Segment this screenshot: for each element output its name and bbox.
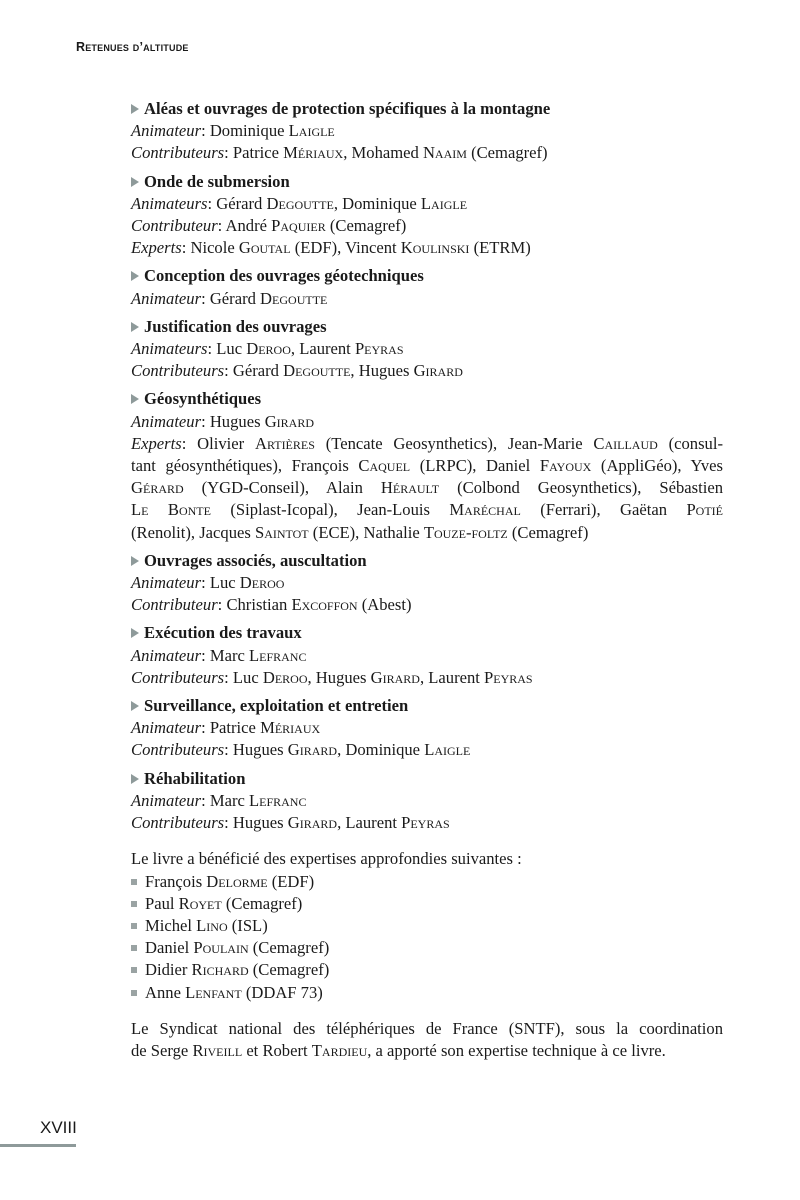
surname: Gérard [131, 478, 184, 498]
surname: Caillaud [593, 433, 658, 453]
surname: Mériaux [283, 143, 344, 163]
closing-line: de Serge Riveill et Robert Tardieu, a apporté son expertise technique à ce livre. [131, 1040, 666, 1060]
surname: Degoutte [283, 361, 351, 381]
role-label: Contributeur [131, 595, 218, 615]
surname: Deroo [246, 339, 291, 359]
page-number: XVIII [40, 1118, 77, 1137]
list-item-text: Didier Richard (Cemagref) [145, 960, 330, 980]
role-line: Experts: Olivier Artières (Tencate Geosynthetics), Jean-Marie Caillaud (consul- [131, 433, 723, 453]
sections [131, 98, 723, 834]
triangle-bullet-icon [131, 104, 139, 114]
role-label: Experts [131, 433, 182, 453]
role-line: Le Bonte (Siplast-Icopal), Jean-Louis Maréchal (Ferrari), Gaëtan Potié [131, 500, 723, 520]
surname: Degoutte [260, 288, 328, 308]
committee-section [131, 316, 723, 383]
triangle-bullet-icon [131, 556, 139, 566]
square-bullet-icon [131, 879, 137, 885]
committee-section [131, 550, 723, 617]
surname: Riveill [192, 1040, 243, 1060]
surname: Girard [413, 361, 463, 381]
section-title: Exécution des travaux [144, 623, 302, 643]
role-line: Animateur: Marc Lefranc [131, 790, 307, 810]
section-heading [131, 388, 723, 410]
role-label: Contributeurs [131, 813, 225, 833]
role-line: Animateur: Marc Lefranc [131, 645, 307, 665]
surname: Artières [254, 433, 315, 453]
page-content [131, 98, 723, 1062]
committee-section [131, 98, 723, 165]
section-title: Justification des ouvrages [144, 316, 327, 336]
role-label: Contributeurs [131, 740, 225, 760]
surname: Delorme [206, 871, 268, 891]
role-line: Animateurs: Gérard Degoutte, Dominique Laigle [131, 193, 468, 213]
role-label: Experts [131, 238, 182, 258]
list-item [131, 893, 723, 915]
triangle-bullet-icon [131, 628, 139, 638]
section-heading [131, 98, 723, 120]
role-line: Animateur: Luc Deroo [131, 573, 285, 593]
role-line: Contributeurs: Patrice Mériaux, Mohamed Naaim (Cemagref) [131, 143, 548, 163]
role-label: Contributeurs [131, 361, 225, 381]
committee-section [131, 265, 723, 309]
role-label: Animateur [131, 645, 202, 665]
surname: Deroo [239, 573, 285, 593]
surname: Hérault [380, 478, 440, 498]
section-heading [131, 768, 723, 790]
role-line: Contributeurs: Hugues Girard, Dominique Laigle [131, 740, 471, 760]
surname: Peyras [401, 813, 450, 833]
expertise-intro: Le livre a bénéficié des expertises approfondies suivantes : [131, 849, 522, 869]
triangle-bullet-icon [131, 177, 139, 187]
section-title: Géosynthétiques [144, 389, 262, 409]
section-title: Surveillance, exploitation et entretien [144, 696, 409, 716]
surname: Lenfant [185, 982, 242, 1002]
square-bullet-icon [131, 923, 137, 929]
role-label: Animateur [131, 121, 202, 141]
square-bullet-icon [131, 990, 137, 996]
running-head: Retenues d’altitude [76, 40, 189, 54]
role-line: Animateur: Gérard Degoutte [131, 288, 328, 308]
role-label: Contributeurs [131, 667, 225, 687]
section-heading [131, 265, 723, 287]
role-line: (Renolit), Jacques Saintot (ECE), Nathalie Touze-foltz (Cemagref) [131, 522, 589, 542]
surname: Girard [370, 667, 420, 687]
triangle-bullet-icon [131, 271, 139, 281]
list-item [131, 915, 723, 937]
surname: Laigle [288, 121, 335, 141]
role-label: Contributeur [131, 216, 218, 236]
committee-section [131, 768, 723, 835]
list-item [131, 959, 723, 981]
surname: Laigle [420, 193, 468, 213]
section-heading [131, 550, 723, 572]
surname: Touze-foltz [423, 522, 508, 542]
surname: Paquier [271, 216, 326, 236]
committee-section [131, 622, 723, 689]
section-title: Onde de submersion [144, 171, 290, 191]
list-item [131, 871, 723, 893]
section-heading [131, 171, 723, 193]
section-title: Aléas et ouvrages de protection spécifiques à la montagne [144, 99, 551, 118]
role-label: Animateur [131, 573, 202, 593]
role-label: Animateurs [131, 339, 208, 359]
section-title: Réhabilitation [144, 768, 246, 788]
triangle-bullet-icon [131, 322, 139, 332]
list-item-text: Anne Lenfant (DDAF 73) [145, 982, 323, 1002]
closing-paragraph [131, 1018, 723, 1062]
surname: Girard [287, 813, 338, 833]
surname: Potié [686, 500, 723, 520]
surname: Degoutte [266, 193, 334, 213]
section-title: Ouvrages associés, auscultation [144, 550, 367, 570]
surname: Tardieu [311, 1040, 368, 1060]
closing-line: Le Syndicat national des téléphériques de France (SNTF), sous la coordination [131, 1018, 723, 1038]
role-label: Animateurs [131, 193, 208, 213]
surname: Lino [196, 915, 228, 935]
footer-rule [0, 1144, 76, 1147]
committee-section [131, 171, 723, 260]
surname: Royet [178, 893, 222, 913]
surname: Lefranc [249, 790, 307, 810]
square-bullet-icon [131, 945, 137, 951]
surname: Fayoux [539, 456, 592, 476]
role-line: Animateur: Hugues Girard [131, 411, 315, 431]
list-item-text: François Delorme (EDF) [145, 871, 315, 891]
list-item-text: Michel Lino (ISL) [145, 915, 268, 935]
surname: Naaim [422, 143, 467, 163]
square-bullet-icon [131, 901, 137, 907]
role-label: Animateur [131, 288, 202, 308]
section-heading [131, 316, 723, 338]
surname: Richard [191, 960, 249, 980]
surname: Maréchal [449, 500, 521, 520]
committee-section [131, 695, 723, 762]
role-line: Gérard (YGD-Conseil), Alain Hérault (Colbond Geosynthetics), Sébastien [131, 478, 724, 498]
surname: Koulinski [400, 238, 470, 258]
role-line: Experts: Nicole Goutal (EDF), Vincent Koulinski (ETRM) [131, 238, 531, 258]
role-label: Animateur [131, 718, 202, 738]
role-line: Contributeur: Christian Excoffon (Abest) [131, 595, 412, 615]
surname: Poulain [193, 938, 249, 958]
surname: Mériaux [260, 718, 321, 738]
triangle-bullet-icon [131, 394, 139, 404]
role-line: Contributeurs: Hugues Girard, Laurent Peyras [131, 813, 450, 833]
section-heading [131, 695, 723, 717]
list-item [131, 937, 723, 959]
role-line: tant géosynthétiques), François Caquel (LRPC), Daniel Fayoux (AppliGéo), Yves [131, 456, 723, 476]
surname: Lefranc [249, 645, 307, 665]
square-bullet-icon [131, 967, 137, 973]
section-heading [131, 622, 723, 644]
experts-list [131, 871, 723, 1004]
surname: Peyras [484, 667, 533, 687]
surname: Peyras [354, 339, 404, 359]
role-line: Contributeur: André Paquier (Cemagref) [131, 216, 407, 236]
surname: Laigle [424, 740, 471, 760]
list-item [131, 982, 723, 1004]
triangle-bullet-icon [131, 774, 139, 784]
surname: Excoffon [291, 595, 358, 615]
surname: Girard [264, 411, 315, 431]
surname: Le Bonte [131, 500, 211, 520]
surname: Deroo [262, 667, 308, 687]
list-item-text: Daniel Poulain (Cemagref) [145, 938, 330, 958]
list-item-text: Paul Royet (Cemagref) [145, 893, 303, 913]
role-line: Animateur: Patrice Mériaux [131, 718, 321, 738]
surname: Caquel [358, 456, 411, 476]
role-line: Animateurs: Luc Deroo, Laurent Peyras [131, 339, 404, 359]
triangle-bullet-icon [131, 701, 139, 711]
surname: Goutal [238, 238, 291, 258]
role-label: Animateur [131, 411, 202, 431]
surname: Girard [287, 740, 338, 760]
role-line: Contributeurs: Gérard Degoutte, Hugues Girard [131, 361, 463, 381]
role-line: Contributeurs: Luc Deroo, Hugues Girard, Laurent Peyras [131, 667, 533, 687]
role-line: Animateur: Dominique Laigle [131, 121, 335, 141]
role-label: Contributeurs [131, 143, 225, 163]
section-title: Conception des ouvrages géotechniques [144, 266, 424, 286]
committee-section [131, 388, 723, 543]
role-label: Animateur [131, 790, 202, 810]
surname: Saintot [254, 522, 309, 542]
